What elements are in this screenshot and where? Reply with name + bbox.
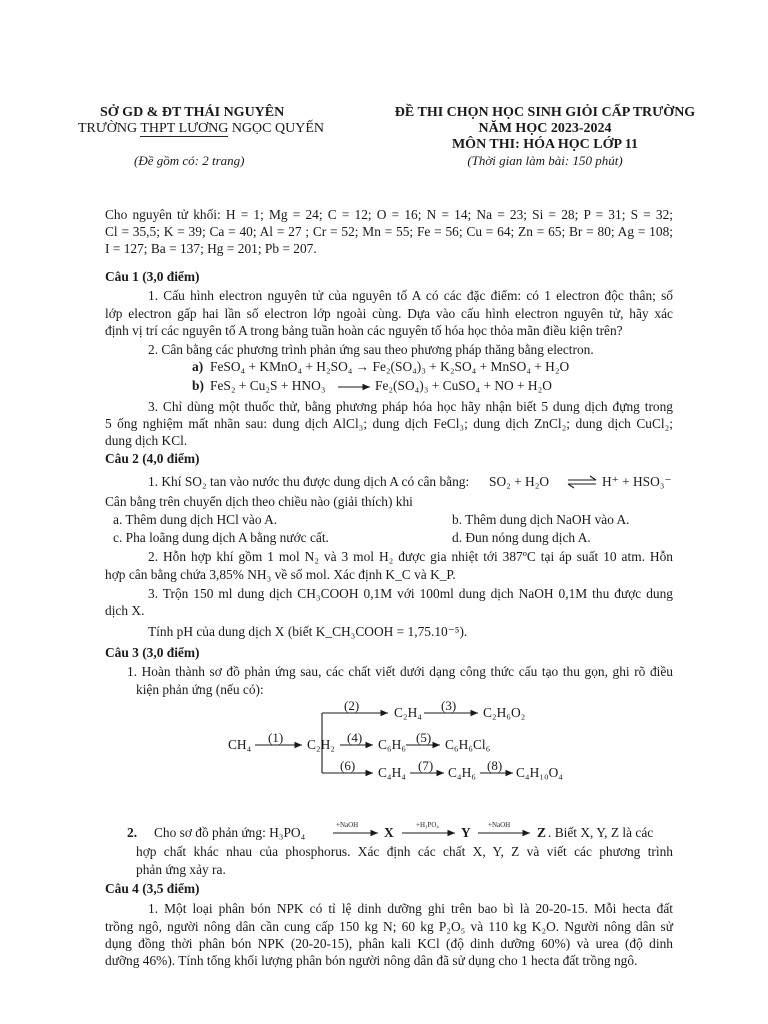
compound-c4h6: C₄H₆ (448, 765, 476, 780)
q2-eq-left: SO₂ + H₂O (489, 474, 550, 489)
equation-a: FeSO₄ + KMnO₄ + H₂SO₄ → Fe₂(SO₄)₃ + K₂SO₄ + MnSO₄ + H₂O (210, 359, 570, 374)
q3-part2-number: 2. (127, 825, 138, 840)
question-3-title: Câu 3 (3,0 điểm) (105, 645, 200, 660)
compound-z: Z (537, 825, 546, 840)
equation-b-left: FeS₂ + Cu₂S + HNO₃ (210, 378, 326, 393)
atomic-masses-line: Cho nguyên tử khối: H = 1; Mg = 24; C = 12; O = 16; N = 14; Na = 23; Si = 28; P = 31; S = 32; (105, 207, 673, 222)
q1-part1-line: định vị trí các nguyên tố A trong bảng tuần hoàn các nguyên tố hóa học thỏa mãn điều kiện trên? (105, 323, 623, 338)
compound-c2h6o2: C₂H₆O₂ (483, 705, 526, 720)
q2-part2-line: 2. Hỗn hợp khí gồm 1 mol N₂ và 3 mol H₂ được gia nhiệt tới 387ºC tại áp suất 10 atm. Hỗn (148, 549, 673, 564)
q2-option-c: c. Pha loãng dung dịch A bằng nước cất. (113, 530, 329, 545)
eq-a-label: a) (192, 359, 204, 374)
q3-part1-line: 1. Hoàn thành sơ đồ phản ứng sau, các chất viết dưới dạng công thức cấu tạo thu gọn, ghi rõ điều (127, 664, 673, 679)
q1-part3-line: dung dịch KCl. (105, 433, 188, 448)
step-label-5: (5) (416, 730, 432, 745)
q4-part1-line: 1. Một loại phân bón NPK có tỉ lệ dinh dưỡng ghi trên bao bì là 20-20-15. Mỗi hecta đất (148, 901, 673, 916)
step-label-6: (6) (340, 758, 356, 773)
exam-subject: MÔN THI: HÓA HỌC LỚP 11 (451, 137, 639, 152)
q3-part2-tail: . Biết X, Y, Z là các (548, 825, 654, 840)
atomic-masses-line: Cl = 35,5; K = 39; Ca = 40; Al = 27 ; Cr = 52; Mn = 55; Fe = 56; Cu = 64; Zn = 65; Br = 80; Ag = 108; (105, 224, 673, 239)
q3-part2-line3: phản ứng xảy ra. (136, 862, 226, 877)
q2-part1-line2: Cân bằng trên chuyển dịch theo chiều nào (giải thích) khi (105, 494, 413, 509)
q2-part3-line: dịch X. (105, 603, 145, 618)
reagent-naoh-2: +NaOH (488, 821, 511, 829)
exam-time: (Thời gian làm bài: 150 phút) (467, 153, 623, 168)
q2-option-d: d. Đun nóng dung dịch A. (452, 530, 591, 545)
q2-option-a: a. Thêm dung dịch HCl vào A. (113, 512, 278, 527)
compound-c6h6: C₆H₆ (378, 737, 406, 752)
equilibrium-hook-forward (590, 476, 596, 480)
q1-part3-line: 3. Chỉ dùng một thuốc thử, bằng phương pháp hóa học hãy nhận biết 5 dung dịch đựng trong (148, 399, 673, 414)
q2-eq-right: H⁺ + HSO₃⁻ (602, 474, 672, 489)
step-label-1: (1) (268, 730, 284, 745)
q3-part2-lead: Cho sơ đồ phản ứng: H₃PO₄ (154, 825, 306, 840)
compound-x: X (384, 825, 394, 840)
q4-part1-line: trồng ngô, người nông dân cần cung cấp 150 kg N; 60 kg P₂O₅ và 110 kg K₂O. Người nông dân sử (105, 919, 673, 934)
compound-c2h2: C₂H₂ (307, 737, 335, 752)
question-4-title: Câu 4 (3,5 điểm) (105, 881, 200, 896)
q2-part3-line: 3. Trộn 150 ml dung dịch CH₃COOH 0,1M với 100ml dung dịch NaOH 0,1M thu được dung (148, 586, 673, 601)
q2-part1-lead: 1. Khí SO₂ tan vào nước thu được dung dịch A có cân bằng: (148, 474, 470, 489)
q1-part1-line: lớp electron gấp hai lần số electron lớp ngoài cùng. Dựa vào cấu hình electron nguyên tử, hãy xác (105, 306, 673, 321)
step-label-7: (7) (418, 758, 434, 773)
step-label-8: (8) (487, 758, 503, 773)
exam-title: ĐỀ THI CHỌN HỌC SINH GIỎI CẤP TRƯỜNG (394, 105, 696, 120)
equation-b-right: Fe₂(SO₄)₃ + CuSO₄ + NO + H₂O (375, 378, 552, 393)
q4-part1-line: dưỡng 46%). Tính tổng khối lượng phân bón người nông dân đã sử dụng cho 1 hecta đất trồng ngô. (105, 953, 638, 968)
q2-option-b: b. Thêm dung dịch NaOH vào A. (452, 512, 630, 527)
atomic-masses-line: I = 127; Ba = 137; Hg = 201; Pb = 207. (105, 241, 317, 256)
equilibrium-hook-backward (568, 484, 574, 488)
department-name: SỞ GD & ĐT THÁI NGUYÊN (100, 105, 285, 120)
step-label-4: (4) (347, 730, 363, 745)
q1-part1-line: 1. Cấu hình electron nguyên tử của nguyên tố A có các đặc điểm: có 1 electron độc thân; số (148, 288, 673, 303)
compound-y: Y (461, 825, 471, 840)
q1-part3-line: 5 ống nghiệm mất nhãn sau: dung dịch AlCl₃; dung dịch FeCl₃; dung dịch ZnCl₂; dung dịch CuCl₂; (105, 416, 673, 431)
question-2-title: Câu 2 (4,0 điểm) (105, 451, 200, 466)
school-year: NĂM HỌC 2023-2024 (478, 121, 612, 136)
question-1-title: Câu 1 (3,0 điểm) (105, 269, 200, 284)
compound-c4h10o4: C₄H₁₀O₄ (516, 765, 563, 780)
compound-c4h4: C₄H₄ (378, 765, 406, 780)
eq-b-label: b) (192, 378, 204, 393)
compound-ch4: CH₄ (228, 737, 252, 752)
q3-part2-line2: hợp chất khác nhau của phosphorus. Xác định các chất X, Y, Z và viết các phương trình (136, 844, 673, 859)
q1-part2: 2. Cân bằng các phương trình phản ứng sau theo phương pháp thăng bằng electron. (148, 342, 594, 357)
pages-note: (Đề gồm có: 2 trang) (134, 153, 245, 168)
q3-part1-line: kiện phản ứng (nếu có): (136, 682, 264, 697)
reagent-h3po4: +H₃PO₄ (416, 821, 439, 829)
reagent-naoh-1: +NaOH (336, 821, 359, 829)
step-label-2: (2) (344, 698, 360, 713)
compound-c2h4: C₂H₄ (394, 705, 422, 720)
compound-c6h6cl6: C₆H₆Cl₆ (445, 737, 491, 752)
q4-part1-line: dụng đồng thời phân bón NPK (20-20-15), phân kali KCl (độ dinh dưỡng 60%) và urea (độ dinh (105, 936, 673, 951)
q2-part2-line: hợp cân bằng chứa 3,85% NH₃ về số mol. Xác định K_C và K_P. (105, 567, 456, 582)
step-label-3: (3) (441, 698, 457, 713)
q2-part3-ph: Tính pH của dung dịch X (biết K_CH₃COOH = 1,75.10⁻⁵). (148, 624, 468, 639)
school-name: TRƯỜNG THPT LƯƠNG NGỌC QUYẾN (78, 121, 324, 136)
